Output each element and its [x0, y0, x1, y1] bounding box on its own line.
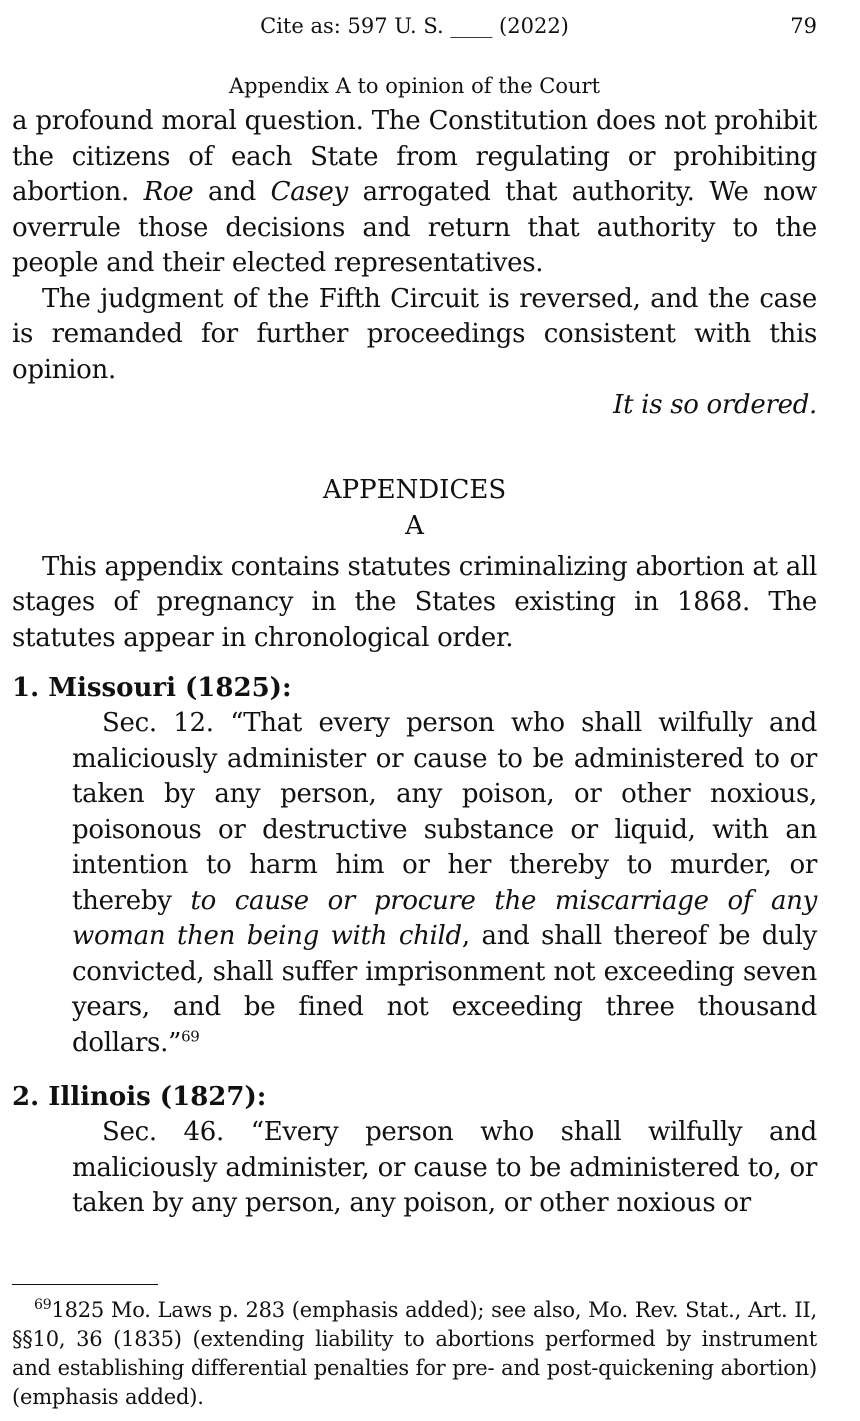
document-page	[12, 0, 818, 1409]
appendices-title: APPENDICES	[322, 474, 507, 505]
footnote-reference[interactable]: 69	[181, 1026, 200, 1045]
case-name-casey: Casey	[270, 177, 348, 207]
conjunction: and	[193, 177, 271, 207]
statute-text: Sec. 46. “Every person who shall wilfully and maliciously administer, or cause to be administered to, or taken by any person, any poison, or other noxious or	[72, 1117, 817, 1218]
case-name-roe: Roe	[143, 177, 194, 207]
running-head	[12, 0, 817, 42]
opinion-text: a profound moral question. The Constitution does not prohibit the citizens of each State from regulating or prohibiting abortion.	[12, 106, 817, 207]
appendix-subheading: Appendix A to opinion of the Court	[228, 74, 601, 98]
statute-text	[72, 706, 817, 1061]
statute-heading-illinois: 2. Illinois (1827):	[12, 1082, 267, 1112]
citation: Cite as: 597 U. S. ____ (2022)	[260, 14, 569, 38]
footnote-number: 69	[34, 1297, 52, 1313]
statute-heading-missouri: 1. Missouri (1825):	[12, 673, 292, 703]
statute-quote-missouri	[72, 706, 817, 1061]
statute-text-part: , and shall thereof be duly convicted, shall suffer imprisonment not exceeding seven years, and be fined not exceeding three thousand dollars.”	[72, 921, 818, 1058]
statute-quote-illinois	[72, 1115, 817, 1222]
opinion-text: arrogated that authority. We now overrule those decisions and return that authority to the people and their elected representatives.	[12, 177, 818, 278]
statute-emphasis: to cause or procure the miscarriage of any woman then being with child	[72, 885, 817, 951]
footnote-text: 1825 Mo. Laws p. 283 (emphasis added); see also, Mo. Rev. Stat., Art. II, §§10, 36 (1835) (extending liability to abortions performed by instrument and establishing differential penalties for pre- and post-quickening abortion) (emphasis added).	[12, 1298, 817, 1409]
opinion-paragraph-2: The judgment of the Fifth Circuit is reversed, and the case is remanded for further proceedings consistent with this opinion.	[12, 283, 817, 385]
appendix-intro: This appendix contains statutes criminalizing abortion at all stages of pregnancy in the States existing in 1868. The statutes appear in chronological order.	[12, 551, 817, 653]
closing-order: It is so ordered.	[613, 390, 817, 420]
page-number: 79	[790, 14, 817, 38]
opinion-paragraph-1	[12, 104, 817, 282]
footnote-divider	[12, 1284, 158, 1285]
appendix-letter: A	[405, 510, 424, 541]
footnote	[12, 1296, 817, 1412]
statute-text-part: Sec. 12. “That every person who shall wilfully and maliciously administer or cause to be administered to or taken by any person, any poison, or other noxious, poisonous or destructive substance or liquid, with an intention to harm him or her thereby to murder, or thereby	[72, 708, 817, 916]
